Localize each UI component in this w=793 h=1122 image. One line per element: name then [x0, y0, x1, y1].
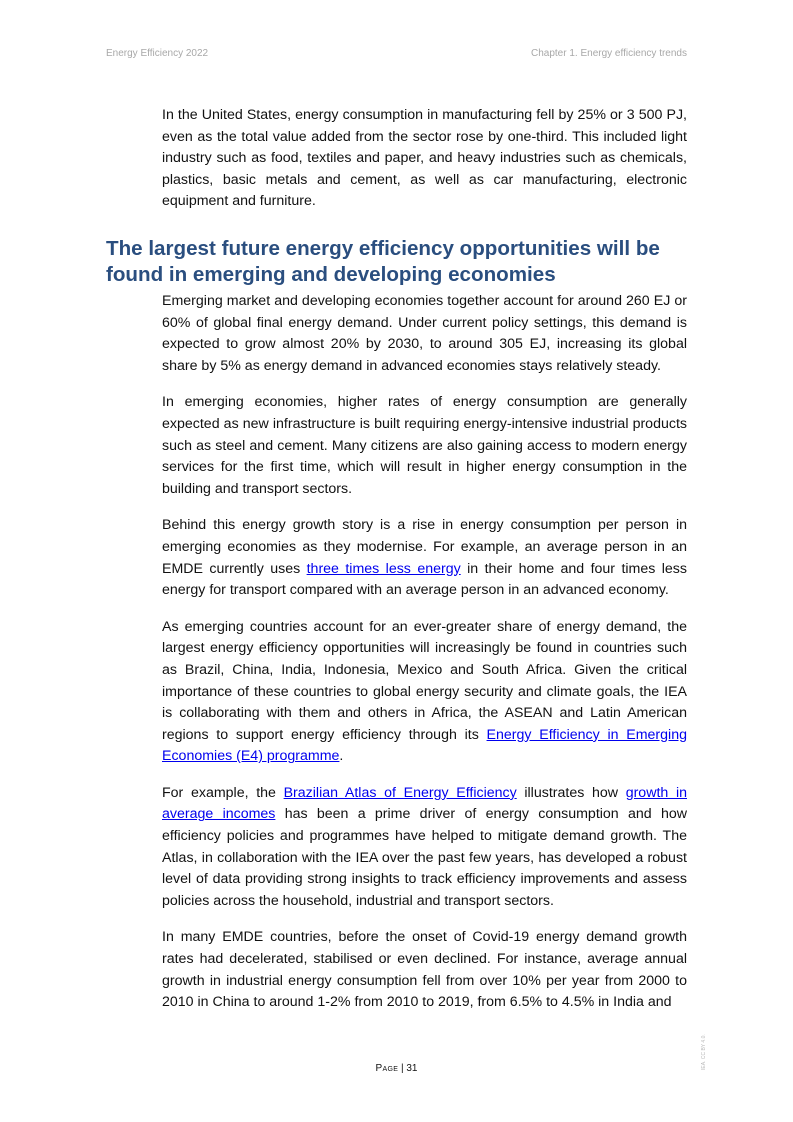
paragraph-2: In emerging economies, higher rates of energy consumption are generally expected as new infrastructure is built requiring energy-intensive industrial products such as steel and cement. Many citizens are also gaining access to modern energy services for the first time, which will result in higher energy consumption in the building and transport sectors.: [162, 394, 687, 497]
paragraph-4-text-a: As emerging countries account for an ever-greater share of energy demand, the largest energy efficiency opportunities will increasingly be found in countries such as Brazil, China, India, Indonesia, Mexico and South Africa. Given the critical importance of these countries to global energy security and climate goals, the IEA is collaborating with them and others in Africa, the ASEAN and Latin American regions to support energy efficiency through its: [162, 618, 687, 743]
paragraph-4: [162, 617, 687, 768]
e4-programme-link[interactable]: Energy Efficiency in Emerging Economies (E4) programme: [162, 726, 687, 765]
header-report-title: Energy Efficiency 2022: [106, 48, 209, 59]
paragraph-5-text-a: For example, the: [162, 784, 284, 801]
running-header: [106, 48, 687, 62]
paragraph-5: [162, 783, 687, 913]
paragraph-4-text-b: .: [339, 748, 344, 765]
section-heading: The largest future energy efficiency opportunities will be found in emerging and developing economies: [106, 237, 660, 286]
page-number: 31: [406, 1063, 418, 1074]
paragraph-6: In many EMDE countries, before the onset of Covid-19 energy demand growth rates had decelerated, stabilised or even declined. For instance, average annual growth in industrial energy consumption fell from over 10% per year from 2000 to 2010 in China to around 1-2% from 2010 to 2019, from 6.5% to 4.5% in India and: [162, 929, 687, 1011]
three-times-less-energy-link[interactable]: three times less energy: [306, 560, 461, 577]
page-footer: [0, 1063, 793, 1074]
header-chapter-title: Chapter 1. Energy efficiency trends: [530, 48, 687, 59]
paragraph-3-text-b: in their home and four times less energy for transport compared with an average person in an advanced economy.: [162, 560, 687, 599]
intro-paragraph: In the United States, energy consumption in manufacturing fell by 25% or 3 500 PJ, even as the total value added from the sector rose by one-third. This included light industry such as food, textiles and paper, and heavy industries such as chemicals, plastics, basic metals and cement, as well as car manufacturing, electronic equipment and furniture.: [162, 107, 687, 210]
paragraph-1: Emerging market and developing economies together account for around 260 EJ or 60% of global final energy demand. Under current policy settings, this demand is expected to grow almost 20% by 2030, to around 305 EJ, increasing its global share by 5% as energy demand in advanced economies stays relatively steady.: [162, 293, 687, 374]
paragraph-3-text-a: Behind this energy growth story is a rise in energy consumption per person in emerging economies as they modernise. For example, an average person in an EMDE currently uses: [162, 517, 687, 577]
paragraph-5-text-c: has been a prime driver of energy consumption and how efficiency policies and programmes have helped to mitigate demand growth. The Atlas, in collaboration with the IEA over the past few years, has developed a robust level of data providing strong insights to track efficiency improvements and assess policies across the household, industrial and transport sectors.: [162, 806, 687, 909]
licence-note: IEA. CC BY 4.0.: [701, 1034, 707, 1070]
intro-section: [162, 105, 687, 228]
growth-in-average-incomes-link[interactable]: growth in average incomes: [162, 784, 687, 823]
body-section: [162, 291, 687, 1029]
page-label: Page: [375, 1063, 399, 1074]
brazilian-atlas-link[interactable]: Brazilian Atlas of Energy Efficiency: [283, 784, 517, 801]
page-separator: |: [400, 1063, 407, 1074]
paragraph-5-text-b: illustrates how: [516, 784, 626, 801]
paragraph-3: [162, 515, 687, 601]
